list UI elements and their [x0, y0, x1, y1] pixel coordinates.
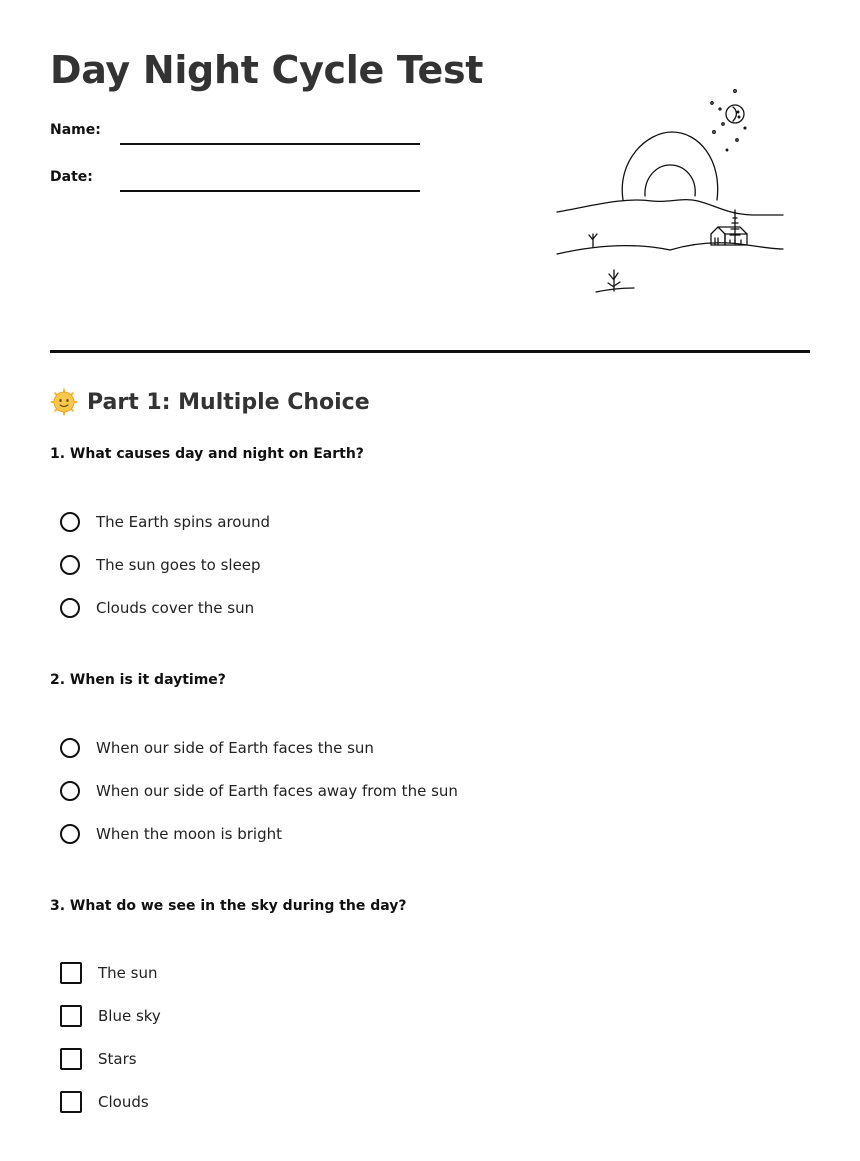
question-3: 3. What do we see in the sky during the day?: [50, 898, 407, 914]
page-title: Day Night Cycle Test: [50, 48, 484, 92]
q2-option-1[interactable]: [60, 736, 374, 760]
q2-option-2[interactable]: [60, 779, 458, 803]
radio-button[interactable]: [60, 824, 80, 844]
checkbox[interactable]: [60, 1048, 82, 1070]
section-divider: [50, 350, 810, 353]
q3-option-3[interactable]: [60, 1047, 137, 1071]
checkbox[interactable]: [60, 1005, 82, 1027]
question-1: 1. What causes day and night on Earth?: [50, 446, 364, 462]
radio-button[interactable]: [60, 512, 80, 532]
q3-option-1[interactable]: [60, 961, 158, 985]
q2-option-3[interactable]: [60, 822, 282, 846]
sun-face-icon: [50, 388, 78, 416]
date-field[interactable]: [120, 190, 420, 192]
option-label: When the moon is bright: [96, 825, 282, 843]
q1-option-2[interactable]: [60, 553, 261, 577]
part1-heading: [50, 388, 370, 416]
sunrise-landscape-illustration: [552, 84, 788, 296]
checkbox[interactable]: [60, 1091, 82, 1113]
q3-option-2[interactable]: [60, 1004, 161, 1028]
option-label: Clouds: [98, 1093, 149, 1111]
q1-option-3[interactable]: [60, 596, 254, 620]
option-label: The Earth spins around: [96, 513, 270, 531]
checkbox[interactable]: [60, 962, 82, 984]
option-label: When our side of Earth faces away from the sun: [96, 782, 458, 800]
name-label: Name:: [50, 122, 101, 138]
option-label: Clouds cover the sun: [96, 599, 255, 617]
date-label: Date:: [50, 169, 93, 185]
option-label: The sun goes to sleep: [96, 556, 261, 574]
option-label: When our side of Earth faces the sun: [96, 739, 374, 757]
option-label: The sun: [98, 964, 158, 982]
q3-option-4[interactable]: [60, 1090, 149, 1114]
radio-button[interactable]: [60, 781, 80, 801]
part1-title: Part 1: Multiple Choice: [87, 389, 370, 415]
question-2: 2. When is it daytime?: [50, 672, 226, 688]
name-field[interactable]: [120, 143, 420, 145]
option-label: Stars: [98, 1050, 137, 1068]
radio-button[interactable]: [60, 738, 80, 758]
radio-button[interactable]: [60, 555, 80, 575]
radio-button[interactable]: [60, 598, 80, 618]
option-label: Blue sky: [98, 1007, 161, 1025]
q1-option-1[interactable]: [60, 510, 270, 534]
